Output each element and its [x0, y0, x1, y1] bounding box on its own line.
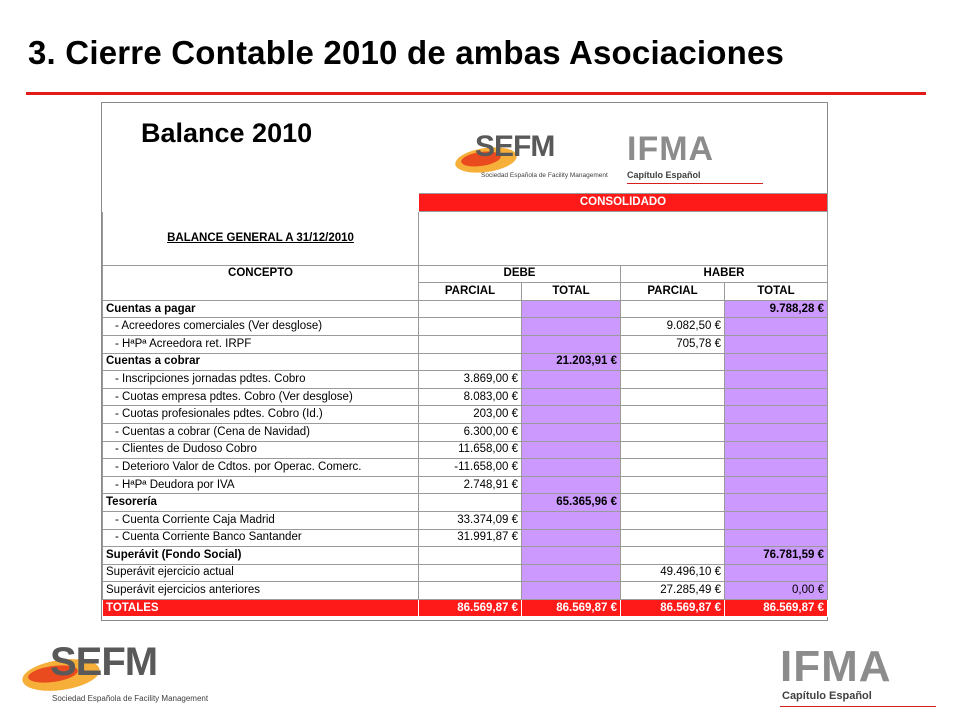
haber-total-header: TOTAL	[725, 283, 828, 301]
balance-general-label: BALANCE GENERAL A 31/12/2010	[103, 211, 419, 265]
concept-cell: Cuentas a pagar	[103, 300, 419, 318]
concept-cell: - Deterioro Valor de Cdtos. por Operac. Comerc.	[103, 459, 419, 477]
ifma-logo-subtitle: Capítulo Español	[627, 170, 701, 180]
ifma-footer-logo-subtitle: Capítulo Español	[782, 690, 872, 702]
concept-cell: - Cuotas profesionales pdtes. Cobro (Id.)	[103, 406, 419, 424]
debe-total-cell	[522, 423, 621, 441]
debe-header: DEBE	[419, 265, 621, 283]
debe-total-cell	[522, 371, 621, 389]
debe-parcial-cell: 203,00 €	[419, 406, 522, 424]
table-row	[103, 547, 828, 565]
table-row	[103, 318, 828, 336]
concept-cell: Superávit ejercicio actual	[103, 564, 419, 582]
concept-cell: - Cuentas a cobrar (Cena de Navidad)	[103, 423, 419, 441]
haber-total-cell	[725, 335, 828, 353]
haber-parcial-cell	[621, 511, 725, 529]
debe-parcial-cell: 2.748,91 €	[419, 476, 522, 494]
debe-parcial-header: PARCIAL	[419, 283, 522, 301]
haber-parcial-cell: 9.082,50 €	[621, 318, 725, 336]
debe-parcial-cell	[419, 335, 522, 353]
haber-parcial-cell	[621, 388, 725, 406]
haber-parcial-header: PARCIAL	[621, 283, 725, 301]
haber-total-cell	[725, 511, 828, 529]
debe-total-cell	[522, 564, 621, 582]
debe-total-header: TOTAL	[522, 283, 621, 301]
debe-parcial-cell: 33.374,09 €	[419, 511, 522, 529]
totals-haber-total-cell: 86.569,87 €	[725, 599, 828, 617]
sefm-footer-logo-text: SEFM	[50, 640, 158, 684]
table-row	[103, 476, 828, 494]
table-row	[103, 529, 828, 547]
concept-cell: - Cuenta Corriente Caja Madrid	[103, 511, 419, 529]
consolidated-header: CONSOLIDADO	[419, 194, 828, 212]
debe-total-cell	[522, 582, 621, 600]
haber-parcial-cell	[621, 476, 725, 494]
haber-parcial-cell	[621, 423, 725, 441]
balance-title: Balance 2010	[141, 118, 313, 148]
debe-parcial-cell	[419, 564, 522, 582]
table-row	[103, 494, 828, 512]
ifma-logo	[625, 130, 765, 185]
concept-cell: - Inscripciones jornadas pdtes. Cobro	[103, 371, 419, 389]
haber-parcial-cell	[621, 547, 725, 565]
debe-parcial-cell	[419, 547, 522, 565]
haber-total-cell	[725, 388, 828, 406]
haber-total-cell	[725, 353, 828, 371]
debe-parcial-cell: 3.869,00 €	[419, 371, 522, 389]
haber-parcial-cell	[621, 529, 725, 547]
concept-cell: - Cuenta Corriente Banco Santander	[103, 529, 419, 547]
haber-parcial-cell	[621, 300, 725, 318]
debe-parcial-cell: 8.083,00 €	[419, 388, 522, 406]
haber-total-cell	[725, 529, 828, 547]
debe-total-cell	[522, 388, 621, 406]
haber-total-cell	[725, 494, 828, 512]
debe-parcial-cell: 31.991,87 €	[419, 529, 522, 547]
totals-haber-parcial-cell: 86.569,87 €	[621, 599, 725, 617]
concept-cell: - Cuotas empresa pdtes. Cobro (Ver desglose)	[103, 388, 419, 406]
table-header-consolidated-row	[103, 194, 828, 212]
debe-total-cell: 21.203,91 €	[522, 353, 621, 371]
haber-header: HABER	[621, 265, 828, 283]
ifma-footer-logo-text: IFMA	[780, 642, 892, 691]
debe-total-cell	[522, 547, 621, 565]
concept-cell: Superávit ejercicios anteriores	[103, 582, 419, 600]
sefm-footer-logo	[22, 640, 212, 710]
table-row	[103, 459, 828, 477]
haber-total-cell	[725, 406, 828, 424]
haber-parcial-cell: 49.496,10 €	[621, 564, 725, 582]
debe-total-cell	[522, 300, 621, 318]
table-row	[103, 406, 828, 424]
totals-label: TOTALES	[103, 599, 419, 617]
debe-parcial-cell	[419, 494, 522, 512]
concept-cell: Tesorería	[103, 494, 419, 512]
concept-cell: - HªPª Acreedora ret. IRPF	[103, 335, 419, 353]
concept-cell: Superávit (Fondo Social)	[103, 547, 419, 565]
table-row	[103, 353, 828, 371]
debe-total-cell	[522, 318, 621, 336]
haber-parcial-cell	[621, 494, 725, 512]
table-row	[103, 423, 828, 441]
debe-total-cell	[522, 529, 621, 547]
sefm-footer-logo-subtitle: Sociedad Española de Facility Management	[52, 694, 209, 703]
haber-parcial-cell	[621, 459, 725, 477]
table-row	[103, 300, 828, 318]
debe-total-cell: 65.365,96 €	[522, 494, 621, 512]
table-row	[103, 335, 828, 353]
concept-cell: - HªPª Deudora por IVA	[103, 476, 419, 494]
table-row	[103, 511, 828, 529]
concept-cell: Cuentas a cobrar	[103, 353, 419, 371]
debe-total-cell	[522, 459, 621, 477]
totals-debe-parcial-cell: 86.569,87 €	[419, 599, 522, 617]
haber-total-cell	[725, 476, 828, 494]
haber-total-cell	[725, 459, 828, 477]
table-row	[103, 388, 828, 406]
debe-parcial-cell	[419, 300, 522, 318]
balance-table	[102, 193, 828, 617]
ifma-footer-logo	[778, 642, 938, 708]
haber-total-cell: 76.781,59 €	[725, 547, 828, 565]
concept-cell: - Acreedores comerciales (Ver desglose)	[103, 318, 419, 336]
totals-row	[103, 599, 828, 617]
table-header-balance-row	[103, 211, 828, 265]
ifma-logo-text: IFMA	[627, 130, 715, 168]
haber-total-cell: 9.788,28 €	[725, 300, 828, 318]
debe-parcial-cell: 6.300,00 €	[419, 423, 522, 441]
haber-parcial-cell	[621, 371, 725, 389]
table-header-columns-row	[103, 265, 828, 283]
sefm-logo-text: SEFM	[475, 130, 555, 163]
debe-total-cell	[522, 335, 621, 353]
sefm-logo-subtitle: Sociedad Española de Facility Management	[481, 172, 608, 179]
table-row	[103, 371, 828, 389]
table-row	[103, 441, 828, 459]
debe-total-cell	[522, 476, 621, 494]
haber-total-cell	[725, 423, 828, 441]
haber-total-cell	[725, 318, 828, 336]
concept-header: CONCEPTO	[103, 265, 419, 300]
debe-total-cell	[522, 406, 621, 424]
debe-parcial-cell	[419, 582, 522, 600]
haber-parcial-cell	[621, 441, 725, 459]
haber-total-cell	[725, 564, 828, 582]
sefm-logo	[455, 130, 615, 185]
haber-parcial-cell: 27.285,49 €	[621, 582, 725, 600]
debe-parcial-cell	[419, 353, 522, 371]
totals-debe-total-cell: 86.569,87 €	[522, 599, 621, 617]
haber-parcial-cell	[621, 406, 725, 424]
debe-parcial-cell	[419, 318, 522, 336]
haber-total-cell	[725, 441, 828, 459]
haber-parcial-cell: 705,78 €	[621, 335, 725, 353]
slide-title: 3. Cierre Contable 2010 de ambas Asociaciones	[28, 34, 785, 71]
debe-parcial-cell: -11.658,00 €	[419, 459, 522, 477]
debe-parcial-cell: 11.658,00 €	[419, 441, 522, 459]
haber-total-cell: 0,00 €	[725, 582, 828, 600]
table-row	[103, 564, 828, 582]
title-underline	[26, 92, 926, 95]
haber-total-cell	[725, 371, 828, 389]
concept-cell: - Clientes de Dudoso Cobro	[103, 441, 419, 459]
table-row	[103, 582, 828, 600]
debe-total-cell	[522, 441, 621, 459]
debe-total-cell	[522, 511, 621, 529]
haber-parcial-cell	[621, 353, 725, 371]
